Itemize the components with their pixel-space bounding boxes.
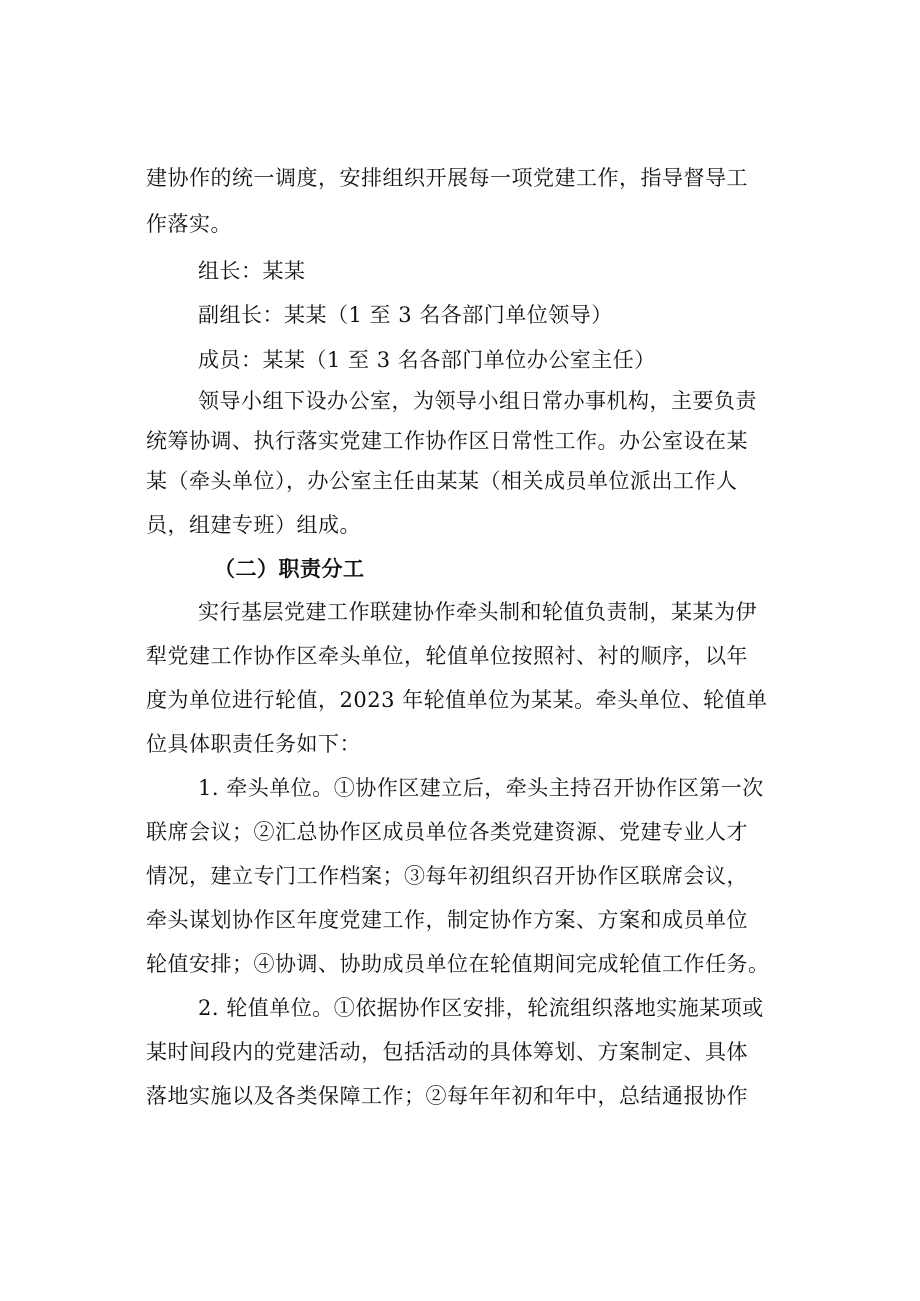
- lead-unit-line-5: 轮值安排；④协调、协助成员单位在轮值期间完成轮值工作任务。: [146, 952, 770, 976]
- intro-line-1: 建协作的统一调度，安排组织开展每一项党建工作，指导督导工: [146, 166, 748, 190]
- deputy-leader-line: 副组长：某某（1 至 3 名各部门单位领导）: [198, 303, 613, 327]
- office-line-3: 某（牵头单位），办公室主任由某某（相关成员单位派出工作人: [146, 469, 738, 493]
- member-line: 成员：某某（1 至 3 名各部门单位办公室主任）: [198, 348, 656, 372]
- rotating-unit-line-2: 某时间段内的党建活动，包括活动的具体筹划、方案制定、具体: [146, 1040, 748, 1064]
- section-heading: （二）职责分工: [214, 556, 365, 581]
- duty-line-4: 位具体职责任务如下：: [146, 732, 361, 756]
- office-line-2: 统筹协调、执行落实党建工作协作区日常性工作。办公室设在某: [146, 429, 748, 453]
- duty-line-2: 犁党建工作协作区牵头单位，轮值单位按照衬、衬的顺序，以年: [146, 644, 748, 668]
- duty-line-1: 实行基层党建工作联建协作牵头制和轮值负责制，某某为伊: [198, 600, 757, 624]
- office-line-1: 领导小组下设办公室，为领导小组日常办事机构，主要负责: [198, 389, 757, 413]
- leader-line: 组长：某某: [198, 259, 306, 283]
- lead-unit-line-3: 情况，建立专门工作档案；③每年初组织召开协作区联席会议，: [146, 864, 748, 888]
- lead-unit-line-1: 1. 牵头单位。①协作区建立后，牵头主持召开协作区第一次: [198, 776, 764, 800]
- intro-line-2: 作落实。: [146, 212, 232, 236]
- office-line-4: 员，组建专班）组成。: [146, 513, 361, 537]
- lead-unit-line-4: 牵头谋划协作区年度党建工作，制定协作方案、方案和成员单位: [146, 908, 748, 932]
- rotating-unit-line-1: 2. 轮值单位。①依据协作区安排，轮流组织落地实施某项或: [198, 996, 764, 1020]
- lead-unit-line-2: 联席会议；②汇总协作区成员单位各类党建资源、党建专业人才: [146, 820, 748, 844]
- rotating-unit-line-3: 落地实施以及各类保障工作；②每年年初和年中，总结通报协作: [146, 1084, 748, 1108]
- duty-line-3: 度为单位进行轮值，2023 年轮值单位为某某。牵头单位、轮值单: [146, 688, 768, 712]
